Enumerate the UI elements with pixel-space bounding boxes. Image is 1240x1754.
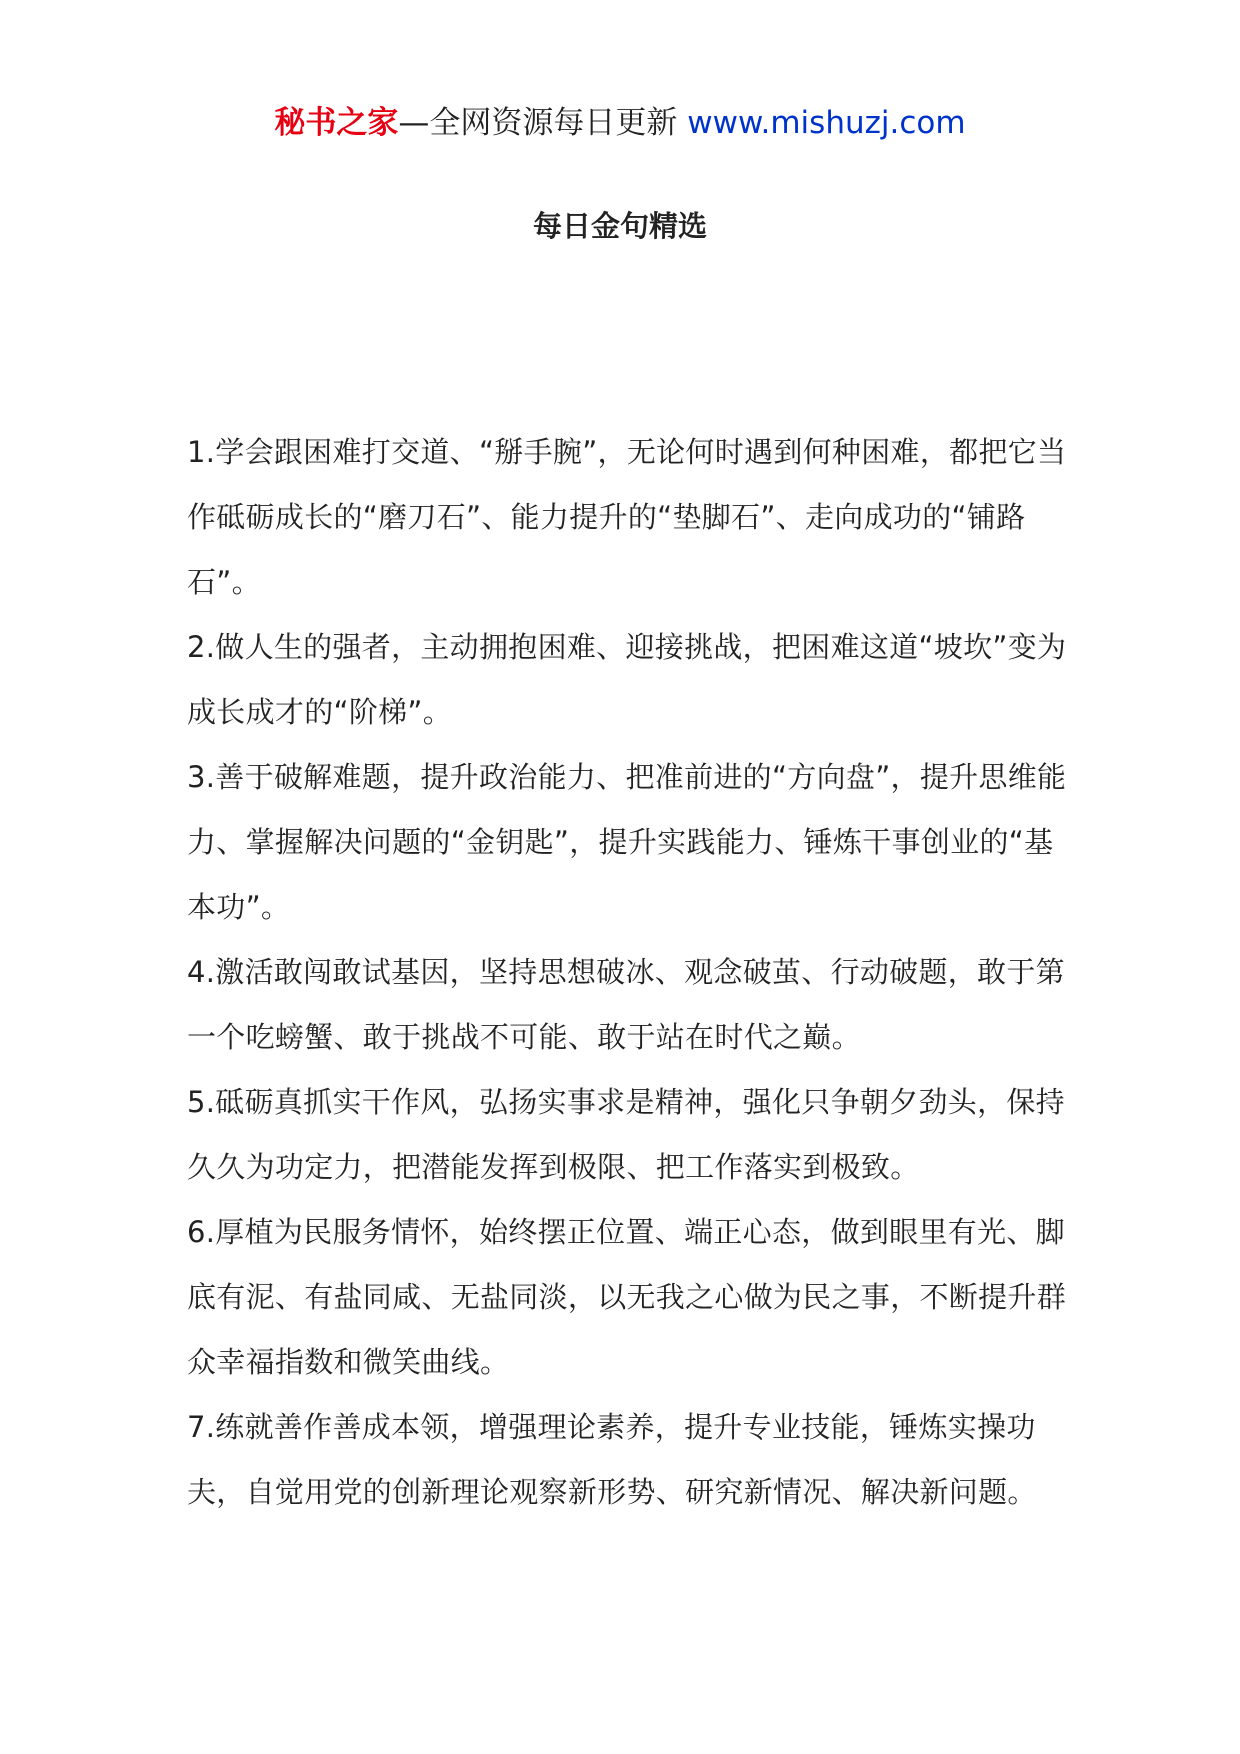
site-url-link[interactable]: www.mishuzj.com: [687, 105, 966, 141]
document-body: [187, 420, 1067, 1525]
quote-paragraph: 6.厚植为民服务情怀，始终摆正位置、端正心态，做到眼里有光、脚底有泥、有盐同咸、无盐同淡，以无我之心做为民之事，不断提升群众幸福指数和微笑曲线。: [187, 1215, 1067, 1379]
quote-paragraph: 1.学会跟困难打交道、“掰手腕”，无论何时遇到何种困难，都把它当作砥砺成长的“磨刀石”、能力提升的“垫脚石”、走向成功的“铺路石”。: [187, 435, 1067, 599]
quote-paragraph: 4.激活敢闯敢试基因，坚持思想破冰、观念破茧、行动破题，敢于第一个吃螃蟹、敢于挑战不可能、敢于站在时代之巅。: [187, 955, 1065, 1054]
site-header: [0, 100, 1240, 146]
quote-paragraph: 7.练就善作善成本领，增强理论素养，提升专业技能，锤炼实操功夫，自觉用党的创新理论观察新形势、研究新情况、解决新问题。: [187, 1410, 1037, 1509]
quote-paragraph: 5.砥砺真抓实干作风，弘扬实事求是精神，强化只争朝夕劲头，保持久久为功定力，把潜能发挥到极限、把工作落实到极致。: [187, 1085, 1065, 1184]
quote-paragraph: 3.善于破解难题，提升政治能力、把准前进的“方向盘”，提升思维能力、掌握解决问题的“金钥匙”，提升实践能力、锤炼干事创业的“基本功”。: [187, 760, 1067, 924]
site-brand: 秘书之家: [274, 105, 399, 141]
document-title: 每日金句精选: [532, 209, 707, 243]
quote-paragraph: 2.做人生的强者，主动拥抱困难、迎接挑战，把困难这道“坡坎”变为成长成才的“阶梯”。: [187, 630, 1067, 729]
site-tagline: —全网资源每日更新: [398, 105, 688, 141]
